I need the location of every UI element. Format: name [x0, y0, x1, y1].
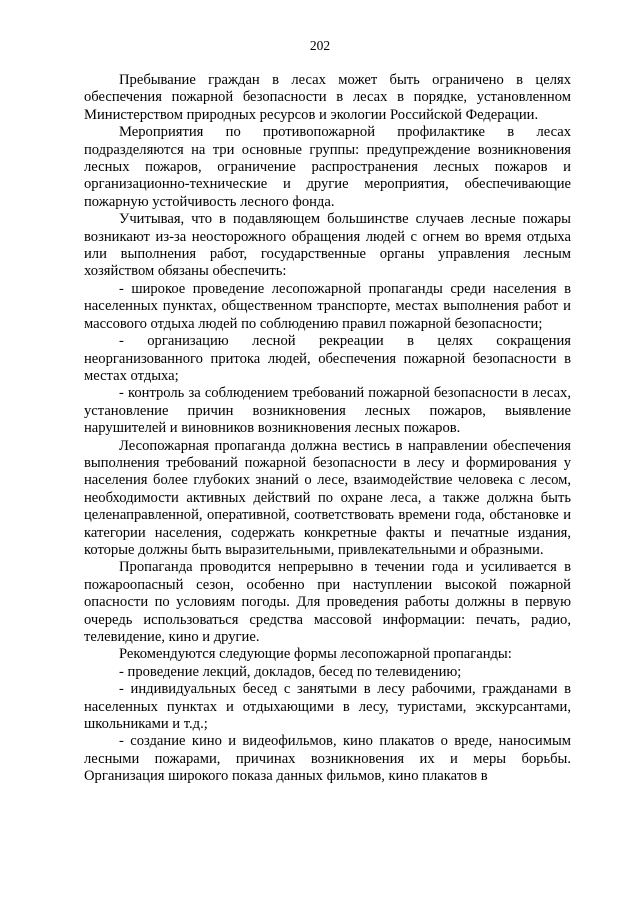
list-item-films: - создание кино и видеофильмов, кино плакатов о вреде, наносимым лесными пожарами, причинах возникновения их и меры борьбы. Организация широкого показа данных фильмов, кино плакатов в — [84, 733, 571, 785]
paragraph-visitor-restriction: Пребывание граждан в лесах может быть ограничено в целях обеспечения пожарной безопасности в лесах в порядке, установленном Министерством природных ресурсов и экологии Российской Федерации. — [84, 72, 571, 123]
list-item-control: - контроль за соблюдением требований пожарной безопасности в лесах, установление причин возникновения лесных пожаров, выявление нарушителей и виновников возникновения лесных пожаров. — [84, 385, 571, 437]
list-item-lectures: - проведение лекций, докладов, бесед по телевидению; — [119, 663, 462, 680]
paragraph-recommended-forms: Рекомендуются следующие формы лесопожарной пропаганды: — [119, 646, 512, 663]
paragraph-authorities-duties: Учитывая, что в подавляющем большинстве случаев лесные пожары возникают из-за неосторожного обращения людей с огнем во время отдыха или выполнения работ, государственные органы управления лесным хозяйством обязаны обеспечить: — [84, 211, 571, 280]
page-number: 202 — [309, 38, 331, 53]
document-body — [84, 72, 571, 786]
paragraph-prevention-groups: Мероприятия по противопожарной профилактике в лесах подразделяются на три основные группы: предупреждение возникновения лесных пожаров, ограничение распространения лесных пожаров и организационно-технические и другие мероприятия, обеспечивающие пожарную устойчивость лесного фонда. — [84, 124, 571, 210]
paragraph-propaganda-season: Пропаганда проводится непрерывно в течении года и усиливается в пожароопасный сезон, особенно при наступлении высокой пожарной опасности по условиям погоды. Для проведения работы должны в первую очередь использоваться средства массовой информации: печать, радио, телевидение, кино и другие. — [84, 559, 571, 645]
paragraph-propaganda-goals: Лесопожарная пропаганда должна вестись в направлении обеспечения выполнения требований пожарной безопасности в лесу и формирования у населения более глубоких знаний о лесе, взаимодействие человека с лесом, необходимости активных действий по охране леса, а также должна быть целенаправленной, оперативной, соответствовать времени года, обстановке и категории населения, содержать конкретные факты и печатные издания, которые должны быть выразительными, привлекательными и образными. — [84, 437, 571, 558]
list-item-recreation: - организацию лесной рекреации в целях сокращения неорганизованного притока людей, обеспечения пожарной безопасности в местах отдыха; — [84, 333, 571, 384]
list-item-conversations: - индивидуальных бесед с занятыми в лесу рабочими, гражданами в населенных пунктах и отдыхающими в лесу, туристами, экскурсантами, школьниками и т.д.; — [84, 681, 571, 733]
list-item-propaganda: - широкое проведение лесопожарной пропаганды среди населения в населенных пунктах, общественном транспорте, местах выполнения работ и массового отдыха людей по соблюдению правил пожарной безопасности; — [84, 280, 571, 332]
